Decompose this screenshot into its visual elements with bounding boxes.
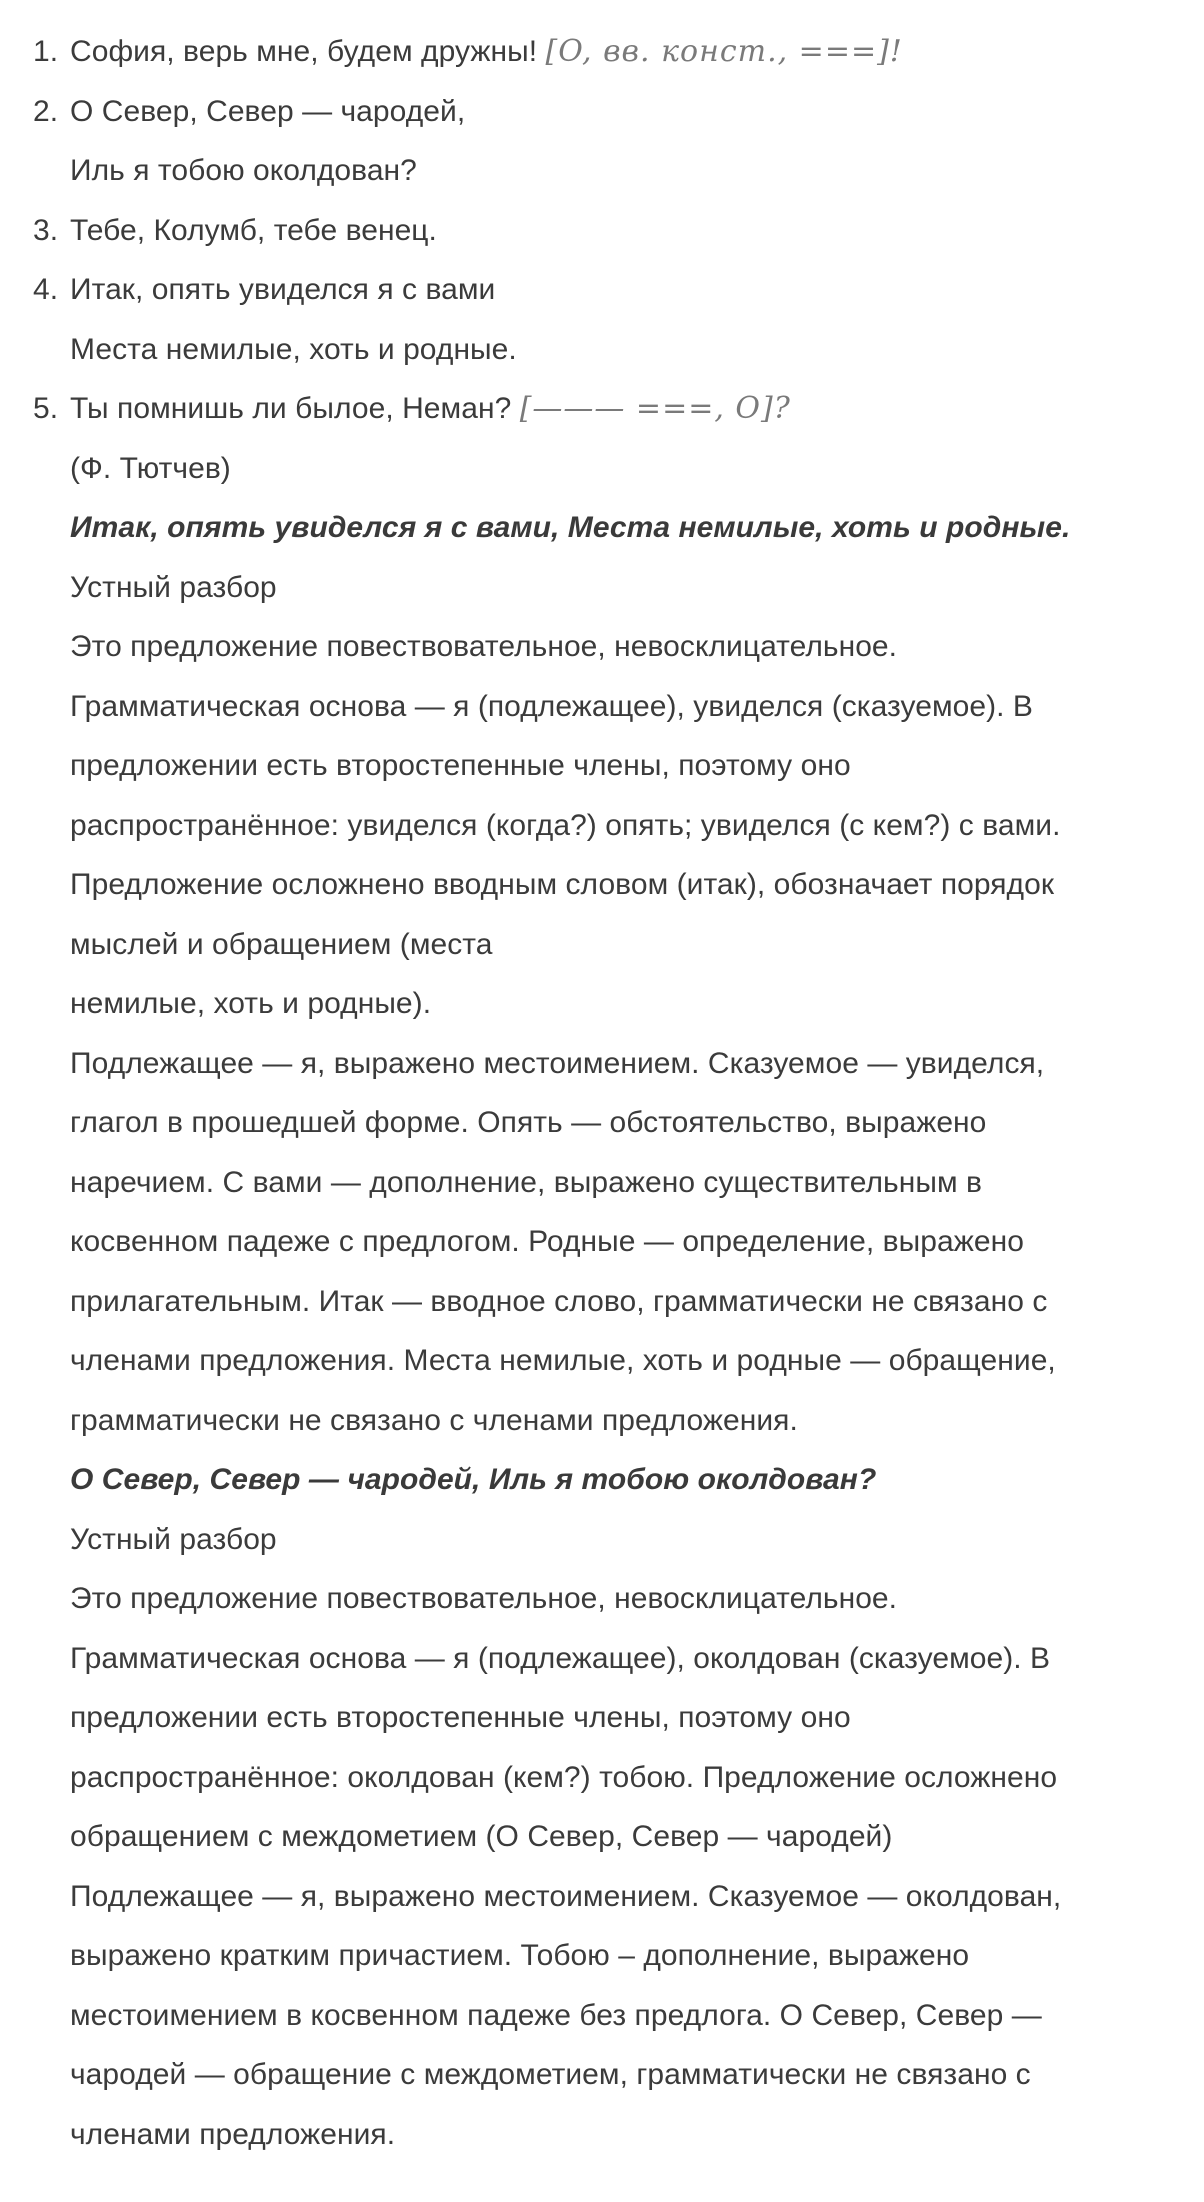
- analysis-text-line: распространённое: увиделся (когда?) опять; увиделся (с кем?) с вами.: [70, 808, 1061, 842]
- document-body: [0, 22, 1204, 2164]
- analysis-text-line: мыслей и обращением (места: [70, 927, 493, 961]
- list-item-continuation: [0, 141, 1204, 201]
- list-number: 5.: [33, 392, 59, 425]
- list-item-text: Иль я тобою околдован?: [70, 154, 417, 187]
- list-number: 4.: [33, 273, 59, 306]
- analysis-text-line: местоимением в косвенном падеже без предлога. О Север, Север —: [70, 1998, 1042, 2032]
- analysis-text-line: Грамматическая основа — я (подлежащее), увиделся (сказуемое). В: [70, 689, 1033, 723]
- list-item-continuation: [0, 320, 1204, 380]
- sentence-scheme: [O, вв. конст., ===]!: [545, 34, 903, 69]
- list-item: [0, 201, 1204, 261]
- list-item-text: О Север, Север — чародей,: [70, 94, 466, 128]
- analysis-text-line: Подлежащее — я, выражено местоимением. Сказуемое — околдован,: [70, 1879, 1062, 1913]
- analysis-sentence-heading: Итак, опять увиделся я с вами, Места немилые, хоть и родные.: [70, 511, 1071, 544]
- analysis-text-line: Это предложение повествовательное, невосклицательное.: [70, 630, 898, 663]
- analysis-text-line: предложении есть второстепенные члены, поэтому оно: [70, 749, 851, 782]
- list-item: [0, 82, 1204, 142]
- analysis-text-line: грамматически не связано с членами предложения.: [70, 1403, 798, 1437]
- list-item: [0, 379, 1204, 439]
- analysis-text-line: обращением с междометием (О Север, Север — чародей): [70, 1820, 893, 1853]
- analysis-sentence-heading: О Север, Север — чародей, Иль я тобою околдован?: [70, 1463, 877, 1496]
- analysis-subheading: Устный разбор: [70, 570, 277, 604]
- list-item-text: Ты помнишь ли былое, Неман?: [70, 392, 520, 425]
- analysis-text-line: Предложение осложнено вводным словом (итак), обозначает порядок: [70, 868, 1055, 901]
- author-attribution: (Ф. Тютчев): [70, 451, 231, 485]
- analysis-text-line: выражено кратким причастием. Тобою – дополнение, выражено: [70, 1939, 970, 1972]
- analysis-text-line: распространённое: околдован (кем?) тобою. Предложение осложнено: [70, 1760, 1058, 1794]
- list-item: [0, 260, 1204, 320]
- analysis-text-line: прилагательным. Итак — вводное слово, грамматически не связано с: [70, 1284, 1048, 1318]
- list-item-text: Итак, опять увиделся я с вами: [70, 273, 496, 306]
- analysis-text-line: немилые, хоть и родные).: [70, 987, 432, 1020]
- list-item-text: София, верь мне, будем дружны!: [70, 35, 546, 68]
- analysis-text-line: глагол в прошедшей форме. Опять — обстоятельство, выражено: [70, 1106, 987, 1139]
- analysis-text-line: Это предложение повествовательное, невосклицательное.: [70, 1582, 898, 1615]
- sentence-scheme: [——— ===, O]?: [519, 391, 791, 426]
- list-item-text: Места немилые, хоть и родные.: [70, 332, 517, 366]
- analysis-text-line: Грамматическая основа — я (подлежащее), околдован (сказуемое). В: [70, 1641, 1051, 1675]
- list-number: 3.: [33, 213, 59, 247]
- analysis-text-line: Подлежащее — я, выражено местоимением. Сказуемое — увиделся,: [70, 1046, 1045, 1080]
- list-number: 2.: [33, 94, 59, 128]
- list-item: [0, 22, 1204, 82]
- analysis-text-line: косвенном падеже с предлогом. Родные — определение, выражено: [70, 1225, 1024, 1258]
- analysis-text-line: предложении есть второстепенные члены, поэтому оно: [70, 1701, 851, 1734]
- analysis-text-line: членами предложения. Места немилые, хоть и родные — обращение,: [70, 1344, 1056, 1377]
- list-item-text: Тебе, Колумб, тебе венец.: [70, 213, 437, 247]
- analysis-text-line: наречием. С вами — дополнение, выражено существительным в: [70, 1165, 983, 1199]
- analysis-text-line: чародей — обращение с междометием, грамматически не связано с: [70, 2058, 1031, 2091]
- analysis-text-line: членами предложения.: [70, 2117, 396, 2151]
- list-number: 1.: [33, 35, 59, 68]
- analysis-subheading: Устный разбор: [70, 1522, 277, 1556]
